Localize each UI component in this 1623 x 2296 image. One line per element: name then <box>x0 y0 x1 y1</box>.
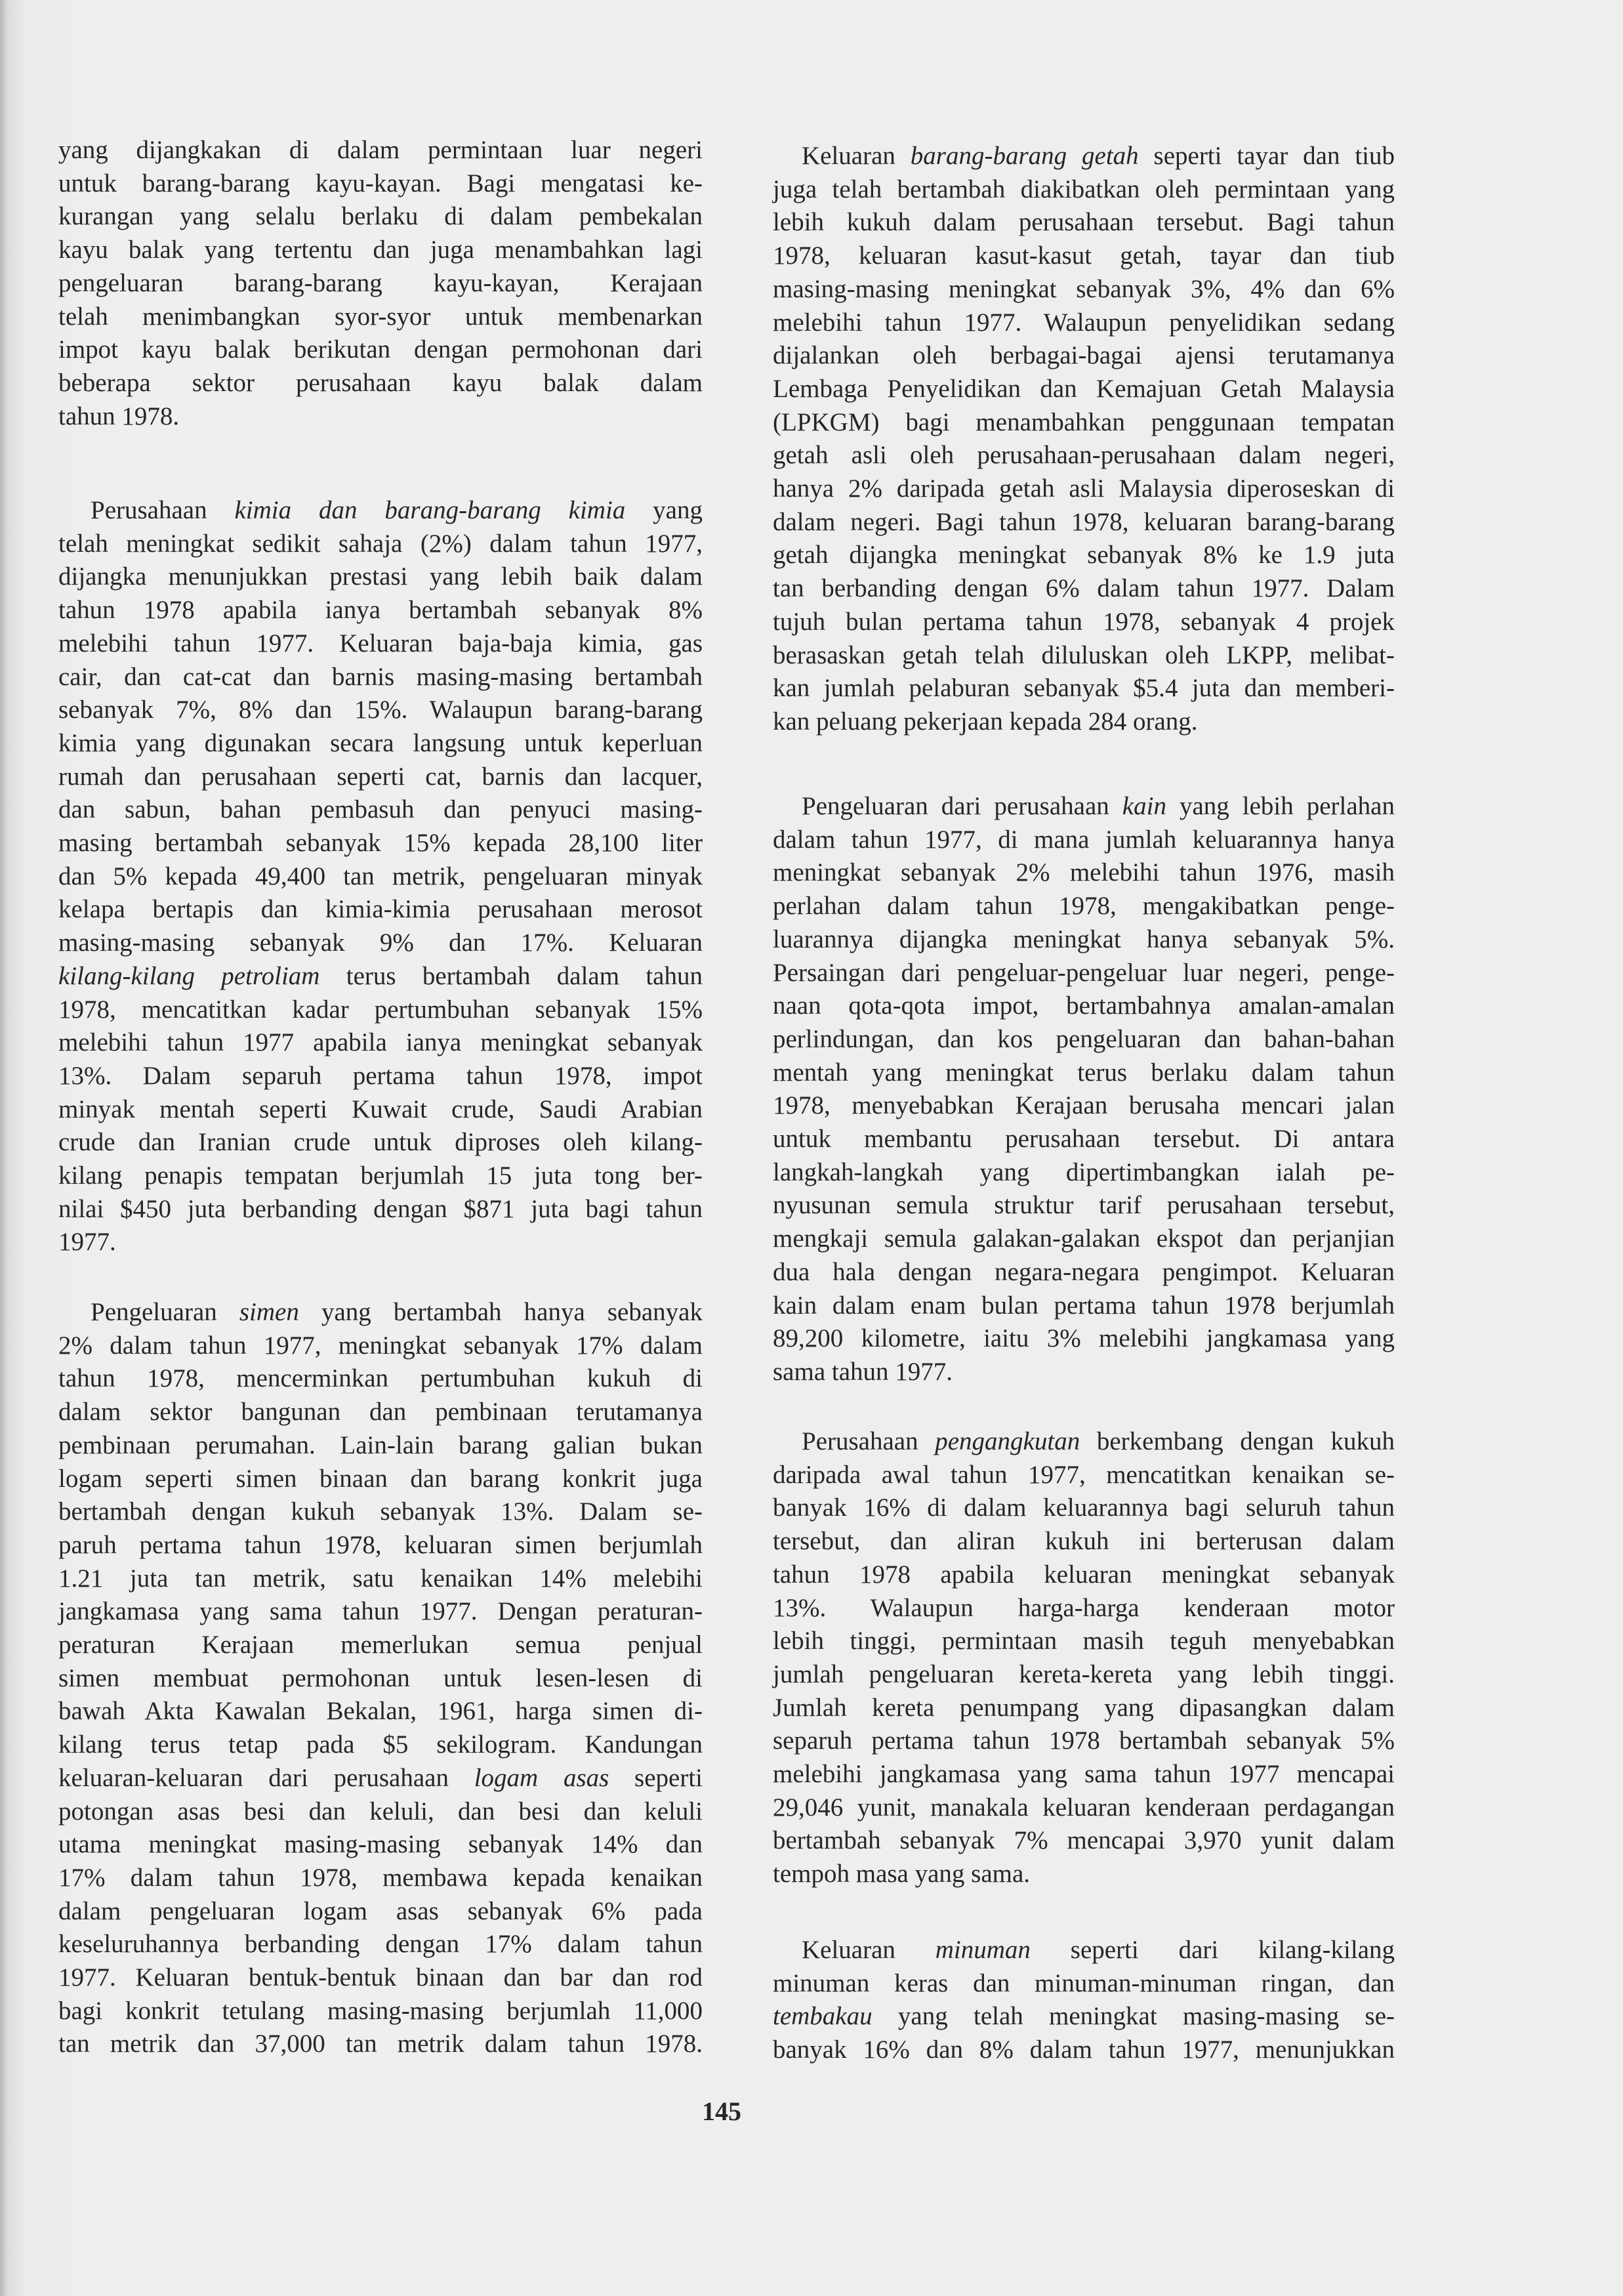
text-line: bagi konkrit tetulang masing-masing berjumlah 11,000 <box>58 1996 703 2025</box>
text-line: kilang penapis tempatan berjumlah 15 juta tong ber- <box>58 1161 703 1190</box>
text-line: dalam pengeluaran logam asas sebanyak 6% pada <box>58 1896 703 1925</box>
text-line: dua hala dengan negara-negara pengimpot. Keluaran <box>773 1257 1395 1286</box>
text-line: pengeluaran barang-barang kayu-kayan, Kerajaan <box>58 268 703 297</box>
text-line: beberapa sektor perusahaan kayu balak dalam <box>58 368 703 397</box>
text-line: Perusahaan pengangkutan berkembang dengan kukuh <box>802 1427 1395 1455</box>
text-line: tan metrik dan 37,000 tan metrik dalam tahun 1978. <box>58 2030 703 2058</box>
text-line: simen membuat permohonan untuk lesen-lesen di <box>58 1663 703 1692</box>
text-line: hanya 2% daripada getah asli Malaysia diperoseskan di <box>773 474 1395 503</box>
text-line: kimia yang digunakan secara langsung untuk keperluan <box>58 728 703 757</box>
text-line: logam seperti simen binaan dan barang konkrit juga <box>58 1464 703 1493</box>
text-line: utama meningkat masing-masing sebanyak 14% dan <box>58 1830 703 1859</box>
text-line: melebihi jangkamasa yang sama tahun 1977 mencapai <box>773 1760 1395 1789</box>
text-line: kan peluang pekerjaan kepada 284 orang. <box>773 707 1198 736</box>
paragraph <box>773 1934 1395 2067</box>
text-line: Perusahaan kimia dan barang-barang kimia yang <box>91 496 703 524</box>
text-line: rumah dan perusahaan seperti cat, barnis dan lacquer, <box>58 762 703 791</box>
paragraph <box>58 494 703 1259</box>
text-line: 13%. Walaupun harga-harga kenderaan motor <box>773 1593 1395 1622</box>
text-line: perlindungan, dan kos pengeluaran dan bahan-bahan <box>773 1024 1395 1053</box>
text-line: tan berbanding dengan 6% dalam tahun 1977. Dalam <box>773 574 1395 603</box>
italic-term: barang-barang getah <box>910 142 1139 170</box>
text-line: lebih kukuh dalam perusahaan tersebut. Bagi tahun <box>773 208 1395 237</box>
text-line: banyak 16% dan 8% dalam tahun 1977, menunjukkan <box>773 2035 1395 2064</box>
text-line: meningkat sebanyak 2% melebihi tahun 1976, masih <box>773 858 1395 887</box>
paragraph <box>58 134 703 433</box>
text-line: paruh pertama tahun 1978, keluaran simen berjumlah <box>58 1530 703 1559</box>
text-line: minuman keras dan minuman-minuman ringan, dan <box>773 1969 1395 1997</box>
text-line: berasaskan getah telah diluluskan oleh LKPP, melibat- <box>773 640 1395 669</box>
text-line: dijangka menunjukkan prestasi yang lebih baik dalam <box>58 562 703 591</box>
text-line: lebih tinggi, permintaan masih teguh menyebabkan <box>773 1627 1395 1656</box>
text-line: Lembaga Penyelidikan dan Kemajuan Getah Malaysia <box>773 374 1395 403</box>
paragraph <box>773 1425 1395 1891</box>
text-line: kurangan yang selalu berlaku di dalam pembekalan <box>58 202 703 231</box>
text-line: untuk membantu perusahaan tersebut. Di antara <box>773 1125 1395 1154</box>
italic-term: logam asas <box>474 1763 609 1792</box>
text-line: bertambah sebanyak 7% mencapai 3,970 yunit dalam <box>773 1826 1395 1855</box>
text-line: melebihi tahun 1977 apabila ianya meningkat sebanyak <box>58 1028 703 1057</box>
text-line: minyak mentah seperti Kuwait crude, Saudi Arabian <box>58 1095 703 1123</box>
text-line: 1977. <box>58 1228 116 1257</box>
text-line: perlahan dalam tahun 1978, mengakibatkan penge- <box>773 892 1395 921</box>
text-line: 29,046 yunit, manakala keluaran kenderaan perdagangan <box>773 1793 1395 1822</box>
italic-term: pengangkutan <box>935 1427 1080 1455</box>
text-line: tahun 1978 apabila ianya bertambah sebanyak 8% <box>58 596 703 625</box>
italic-term: kain <box>1122 792 1166 820</box>
text-line: nilai $450 juta berbanding dengan $871 juta bagi tahun <box>58 1194 703 1223</box>
text-line: jumlah pengeluaran kereta-kereta yang lebih tinggi. <box>773 1659 1395 1688</box>
text-line: 1.21 juta tan metrik, satu kenaikan 14% melebihi <box>58 1564 703 1593</box>
paragraph <box>773 790 1395 1389</box>
text-line: getah dijangka meningkat sebanyak 8% ke 1.9 juta <box>773 541 1395 570</box>
text-line: naan qota-qota impot, bertambahnya amalan-amalan <box>773 991 1395 1020</box>
text-line: dalam tahun 1977, di mana jumlah keluarannya hanya <box>773 825 1395 854</box>
text-line: Jumlah kereta penumpang yang dipasangkan dalam <box>773 1693 1395 1722</box>
text-line: keluaran-keluaran dari perusahaan logam asas seperti <box>58 1763 703 1792</box>
text-line: 2% dalam tahun 1977, meningkat sebanyak 17% dalam <box>58 1331 703 1360</box>
text-line: juga telah bertambah diakibatkan oleh permintaan yang <box>773 175 1395 203</box>
text-line: cair, dan cat-cat dan barnis masing-masing bertambah <box>58 662 703 691</box>
text-line: Persaingan dari pengeluar-pengeluar luar negeri, penge- <box>773 958 1395 987</box>
text-line: 17% dalam tahun 1978, membawa kepada kenaikan <box>58 1863 703 1892</box>
text-line: masing-masing sebanyak 9% dan 17%. Keluaran <box>58 929 703 957</box>
text-line: crude dan Iranian crude untuk diproses oleh kilang- <box>58 1128 703 1157</box>
text-line: tembakau yang telah meningkat masing-masing se- <box>773 2002 1395 2031</box>
text-line: bertambah dengan kukuh sebanyak 13%. Dalam se- <box>58 1497 703 1526</box>
text-line: langkah-langkah yang dipertimbangkan ialah pe- <box>773 1158 1395 1186</box>
text-line: 1978, menyebabkan Kerajaan berusaha mencari jalan <box>773 1091 1395 1120</box>
text-line: Keluaran barang-barang getah seperti tayar dan tiub <box>802 142 1395 170</box>
text-line: daripada awal tahun 1977, mencatitkan kenaikan se- <box>773 1460 1395 1489</box>
text-line: dijalankan oleh berbagai-bagai ajensi terutamanya <box>773 341 1395 370</box>
italic-term: minuman <box>935 1936 1031 1964</box>
text-line: 1977. Keluaran bentuk-bentuk binaan dan bar dan rod <box>58 1963 703 1992</box>
text-line: potongan asas besi dan keluli, dan besi dan keluli <box>58 1797 703 1826</box>
text-line: 1978, mencatitkan kadar pertumbuhan sebanyak 15% <box>58 995 703 1024</box>
text-line: 89,200 kilometre, iaitu 3% melebihi jangkamasa yang <box>773 1324 1395 1353</box>
paragraph <box>58 1296 703 2061</box>
text-line: sebanyak 7%, 8% dan 15%. Walaupun barang-barang <box>58 696 703 724</box>
text-line: kain dalam enam bulan pertama tahun 1978 berjumlah <box>773 1291 1395 1320</box>
text-line: kilang-kilang petroliam terus bertambah dalam tahun <box>58 961 703 990</box>
text-line: separuh pertama tahun 1978 bertambah sebanyak 5% <box>773 1726 1395 1755</box>
text-line: tahun 1978, mencerminkan pertumbuhan kukuh di <box>58 1364 703 1393</box>
text-line: (LPKGM) bagi menambahkan penggunaan tempatan <box>773 407 1395 436</box>
text-line: untuk barang-barang kayu-kayan. Bagi mengatasi ke- <box>58 169 703 198</box>
text-line: dan 5% kepada 49,400 tan metrik, pengeluaran minyak <box>58 862 703 890</box>
italic-term: simen <box>239 1298 299 1326</box>
text-line: nyusunan semula struktur tarif perusahaan tersebut, <box>773 1191 1395 1220</box>
text-line: dan sabun, bahan pembasuh dan penyuci masing- <box>58 795 703 824</box>
text-line: kayu balak yang tertentu dan juga menambahkan lagi <box>58 236 703 264</box>
text-line: telah menimbangkan syor-syor untuk membenarkan <box>58 302 703 331</box>
text-line: mengkaji semula galakan-galakan ekspot dan perjanjian <box>773 1224 1395 1253</box>
text-line: melebihi tahun 1977. Walaupun penyelidikan sedang <box>773 308 1395 337</box>
text-line: 13%. Dalam separuh pertama tahun 1978, impot <box>58 1061 703 1090</box>
text-line: dalam negeri. Bagi tahun 1978, keluaran barang-barang <box>773 507 1395 536</box>
text-line: kelapa bertapis dan kimia-kimia perusahaan merosot <box>58 895 703 924</box>
text-line: pembinaan perumahan. Lain-lain barang galian bukan <box>58 1430 703 1459</box>
text-line: peraturan Kerajaan memerlukan semua penjual <box>58 1631 703 1659</box>
text-line: tempoh masa yang sama. <box>773 1860 1031 1889</box>
text-line: luarannya dijangka meningkat hanya sebanyak 5%. <box>773 925 1395 953</box>
page-number: 145 <box>702 2097 741 2126</box>
text-line: Keluaran minuman seperti dari kilang-kilang <box>802 1936 1395 1964</box>
text-line: masing bertambah sebanyak 15% kepada 28,100 liter <box>58 829 703 858</box>
text-line: mentah yang meningkat terus berlaku dalam tahun <box>773 1058 1395 1087</box>
text-line: keseluruhannya berbanding dengan 17% dalam tahun <box>58 1930 703 1959</box>
text-line: Pengeluaran simen yang bertambah hanya sebanyak <box>91 1298 703 1326</box>
italic-term: kilang-kilang petroliam <box>58 961 320 990</box>
text-line: melebihi tahun 1977. Keluaran baja-baja kimia, gas <box>58 629 703 657</box>
text-line: jangkamasa yang sama tahun 1977. Dengan peraturan- <box>58 1597 703 1626</box>
text-line: tersebut, dan aliran kukuh ini berterusan dalam <box>773 1527 1395 1556</box>
text-line: kilang terus tetap pada $5 sekilogram. Kandungan <box>58 1730 703 1759</box>
text-line: sama tahun 1977. <box>773 1357 953 1386</box>
text-line: getah asli oleh perusahaan-perusahaan dalam negeri, <box>773 441 1395 470</box>
text-line: dalam sektor bangunan dan pembinaan terutamanya <box>58 1398 703 1427</box>
text-line: tahun 1978. <box>58 402 180 430</box>
paragraph <box>773 140 1395 739</box>
text-line: bawah Akta Kawalan Bekalan, 1961, harga simen di- <box>58 1697 703 1726</box>
text-line: telah meningkat sedikit sahaja (2%) dalam tahun 1977, <box>58 529 703 558</box>
italic-term: tembakau <box>773 2002 873 2031</box>
text-line: yang dijangkakan di dalam permintaan luar negeri <box>58 136 703 164</box>
text-line: 1978, keluaran kasut-kasut getah, tayar dan tiub <box>773 241 1395 270</box>
text-line: banyak 16% di dalam keluarannya bagi seluruh tahun <box>773 1493 1395 1522</box>
text-line: tahun 1978 apabila keluaran meningkat sebanyak <box>773 1560 1395 1589</box>
text-line: impot kayu balak berikutan dengan permohonan dari <box>58 335 703 364</box>
text-line: tujuh bulan pertama tahun 1978, sebanyak 4 projek <box>773 607 1395 636</box>
text-line: kan jumlah pelaburan sebanyak $5.4 juta dan memberi- <box>773 674 1395 703</box>
italic-term: kimia dan barang-barang kimia <box>234 496 626 524</box>
text-line: Pengeluaran dari perusahaan kain yang lebih perlahan <box>802 792 1395 820</box>
text-line: masing-masing meningkat sebanyak 3%, 4% dan 6% <box>773 274 1395 303</box>
